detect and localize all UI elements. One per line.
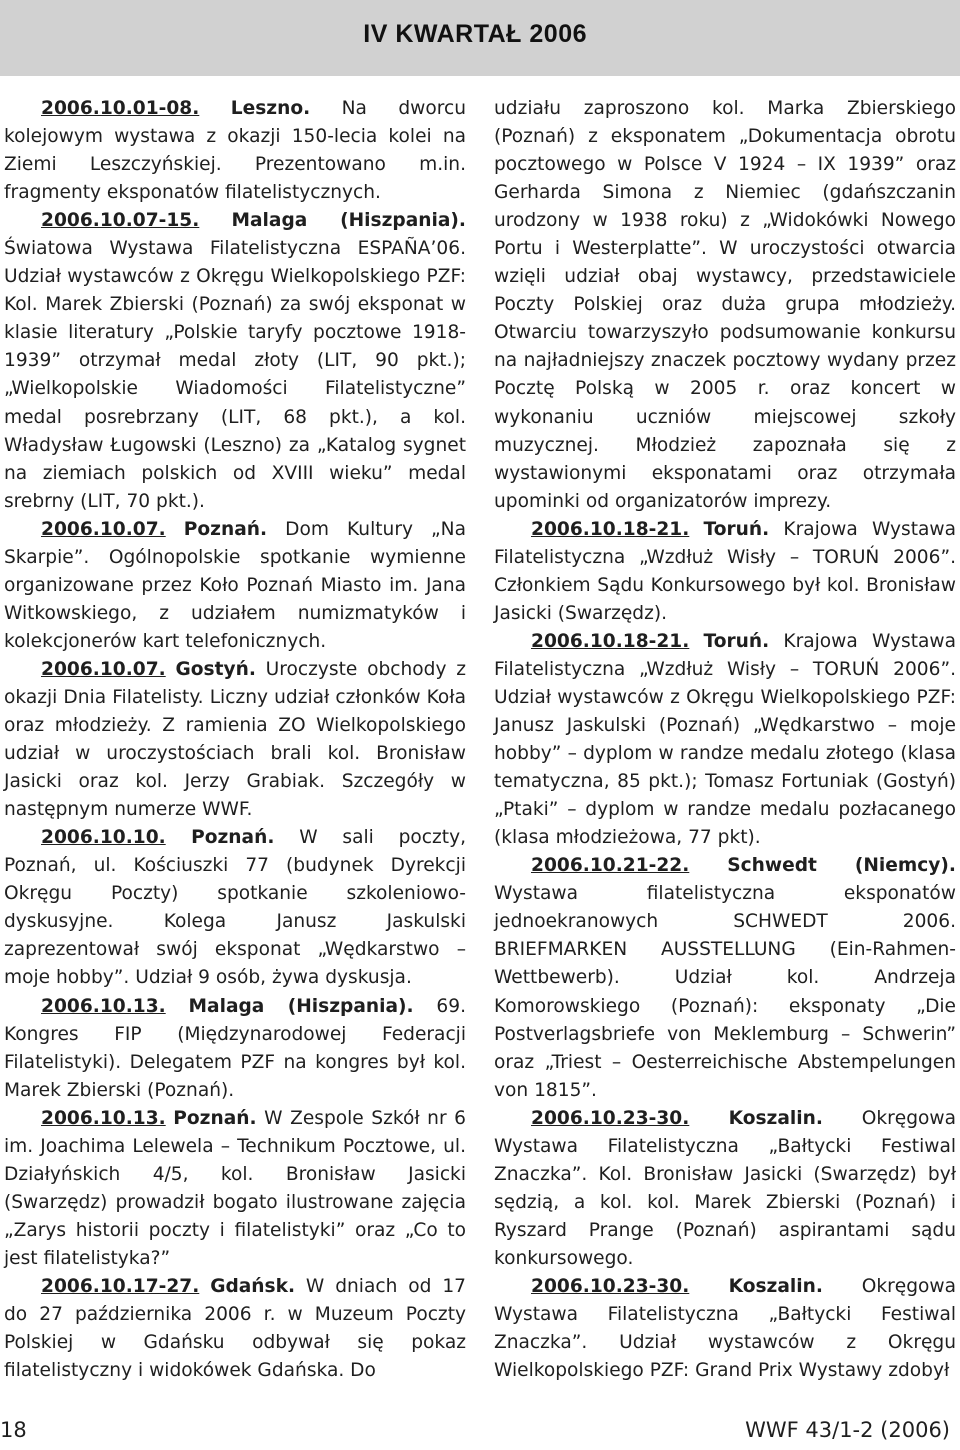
entry-place: Toruń. xyxy=(703,630,770,652)
news-entry xyxy=(4,1273,466,1385)
news-entry xyxy=(494,1273,956,1385)
entry-date: 2006.10.07. xyxy=(41,658,166,680)
entry-place: Gostyń. xyxy=(175,658,256,680)
left-column xyxy=(4,95,466,1385)
entry-date: 2006.10.17-27. xyxy=(41,1275,200,1297)
entry-date: 2006.10.13. xyxy=(41,1107,166,1129)
news-entry xyxy=(4,207,466,516)
entry-place: Poznań. xyxy=(165,827,275,849)
entry-date: 2006.10.10. xyxy=(41,827,166,849)
entry-place: Poznań. xyxy=(183,518,268,540)
entry-date: 2006.10.23-30. xyxy=(531,1107,690,1129)
news-entry xyxy=(494,1105,956,1273)
entry-text: Okręgowa Wystawa Filatelistyczna „Bałtycki Festiwal Znaczka”. Udział wystawców z Okręgu Wielkopolskiego PZF: Grand Prix Wystawy zdobył xyxy=(494,1275,956,1382)
news-entry xyxy=(4,516,466,656)
entry-place: Koszalin. xyxy=(689,1275,823,1297)
entry-date: 2006.10.01-08. xyxy=(41,98,200,119)
entry-text: Uroczyste obchody z okazji Dnia Filatelisty. Liczny udział członków Koła oraz młodzieży. Z ramienia ZO Wielkopolskiego udział w uroczystościach brali kol. Bronisław Jasicki oraz kol. Jerzy Grabiak. Szczegóły w następnym numerze WWF. xyxy=(4,658,466,821)
news-entry xyxy=(494,852,956,1104)
entry-text: W sali poczty, Poznań, ul. Kościuszki 77 (budynek Dyrekcji Okręgu Poczty) spotkanie szkoleniowo-dyskusyjne. Kolega Janusz Jaskulski zaprezentował swój eksponat „Wędkarstwo – moje hobby”. Udział 9 osób, żywa dyskusja. xyxy=(4,827,466,989)
entry-date: 2006.10.07-15. xyxy=(41,210,200,232)
page-title: IV KWARTAŁ 2006 xyxy=(363,20,587,48)
entry-date: 2006.10.18-21. xyxy=(531,518,690,540)
continued-paragraph: udziału zaproszono kol. Marka Zbierskiego (Poznań) z eksponatem „Dokumentacja obrotu pocztowego w Polsce V 1924 – IX 1939” oraz Gerharda Simona z Niemiec (gdańszczanin urodzony w 1938 roku) z „Widokówki Nowego Portu i Westerplatte”. W uroczystości otwarcia wzięli udział obaj wystawcy, przedstawiciele Poczty Polskiej oraz duża grupa młodzieży. Otwarciu towarzyszyło podsumowanie konkursu na najładniejszy znaczek pocztowy wydany przez Pocztę Polską w 2005 r. oraz koncert w wykonaniu uczniów miejscowej szkoły muzycznej. Młodzież zapoznała się z wystawionymi eksponatami oraz otrzymała upominki od organizatorów imprezy. xyxy=(494,98,956,512)
entry-date: 2006.10.07. xyxy=(41,518,166,540)
entry-place: Toruń. xyxy=(703,518,770,540)
news-entry xyxy=(494,628,956,852)
news-entry xyxy=(4,95,466,207)
header-bar xyxy=(0,0,960,76)
entry-place: Koszalin. xyxy=(689,1107,823,1129)
entry-date: 2006.10.18-21. xyxy=(531,630,690,652)
entry-text: W dniach od 17 do 27 października 2006 r. w Muzeum Poczty Polskiej w Gdańsku odbywał się pokaz filatelistyczny i widokówek Gdańska. Do xyxy=(4,1275,466,1382)
entry-place: Leszno. xyxy=(230,98,311,119)
news-entry xyxy=(4,656,466,824)
news-entry xyxy=(4,993,466,1105)
entry-date: 2006.10.13. xyxy=(41,995,166,1017)
news-entry xyxy=(4,824,466,992)
entry-date: 2006.10.21-22. xyxy=(531,855,690,877)
right-column xyxy=(494,95,956,1385)
entry-text: Okręgowa Wystawa Filatelistyczna „Bałtycki Festiwal Znaczka”. Kol. Bronisław Jasicki (Swarzędz) był sędzią, a kol. kol. Marek Zbierski (Poznań) i Ryszard Prange (Poznań) aspirantami sądu konkursowego. xyxy=(494,1107,956,1269)
entry-text: Wystawa filatelistyczna eksponatów jednoekranowych SCHWEDT 2006. BRIEFMARKEN AUSSTELLUNG (Ein-Rahmen-Wettbewerb). Udział kol. Andrzeja Komorowskiego (Poznań): eksponaty „Die Postverlagsbriefe von Meklemburg – Schwerin” oraz „Triest – Oesterreichische Abstempelungen von 1815”. xyxy=(494,883,956,1101)
news-entry xyxy=(4,1105,466,1273)
page-number: 18 xyxy=(0,1418,27,1442)
entry-place: Malaga (Hiszpania). xyxy=(231,210,466,232)
entry-text: Krajowa Wystawa Filatelistyczna „Wzdłuż Wisły – TORUŃ 2006”. Udział wystawców z Okręgu Wielkopolskiego PZF: Janusz Jaskulski (Poznań) „Wędkarstwo – moje hobby” – dyplom w randze medalu złotego (klasa tematyczna, 85 pkt.); Tomasz Fortuniak (Gostyń) „Ptaki” – dyplom w randze medalu pozłacanego (klasa młodzieżowa, 77 pkt). xyxy=(494,630,956,849)
entry-text: Krajowa Wystawa Filatelistyczna „Wzdłuż Wisły – TORUŃ 2006”. Członkiem Sądu Konkursowego był kol. Bronisław Jasicki (Swarzędz). xyxy=(494,518,956,624)
entry-text: Dom Kultury „Na Skarpie”. Ogólnopolskie spotkanie wymienne organizowane przez Koło Poznań Miasto im. Jana Witkowskiego, z udziałem numizmatyków i kolekcjonerów kart telefonicznych. xyxy=(4,518,466,652)
entry-place: Malaga (Hiszpania). xyxy=(188,995,414,1017)
entry-text: W Zespole Szkół nr 6 im. Joachima Lelewela – Technikum Pocztowe, ul. Działyńskich 4/5, kol. Bronisław Jasicki (Swarzędz) prowadził bogato ilustrowane zajęcia „Zarys historii poczty i filatelistyki” oraz „Co to jest filatelistyka?” xyxy=(4,1107,466,1269)
entry-text: Światowa Wystawa Filatelistyczna ESPAÑA’06. Udział wystawców z Okręgu Wielkopolskiego PZF: Kol. Marek Zbierski (Poznań) za swój eksponat w klasie literatury „Polskie taryfy pocztowe 1918-1939” otrzymał medal złoty (LIT, 90 pkt.); „Wielkopolskie Wiadomości Filatelistyczne” medal posrebrzany (LIT, 68 pkt.), a kol. Władysław Ługowski (Leszno) za „Katalog sygnet na ziemiach polskich od XVIII wieku” medal srebrny (LIT, 70 pkt.). xyxy=(4,238,466,512)
issue-label: WWF 43/1-2 (2006) xyxy=(745,1418,950,1442)
entry-place: Gdańsk. xyxy=(210,1275,296,1297)
entry-date: 2006.10.23-30. xyxy=(531,1275,690,1297)
news-entry xyxy=(494,516,956,628)
entry-text: Na dworcu kolejowym wystawa z okazji 150-lecia kolei na Ziemi Leszczyńskiej. Prezentowano m.in. fragmenty eksponatów filatelistycznych. xyxy=(4,98,466,204)
entry-place: Schwedt (Niemcy). xyxy=(689,855,956,877)
entry-place: Poznań. xyxy=(173,1107,257,1129)
entry-text: 69. Kongres FIP (Międzynarodowej Federacji Filatelistyki). Delegatem PZF na kongres był kol. Marek Zbierski (Poznań). xyxy=(4,995,467,1101)
